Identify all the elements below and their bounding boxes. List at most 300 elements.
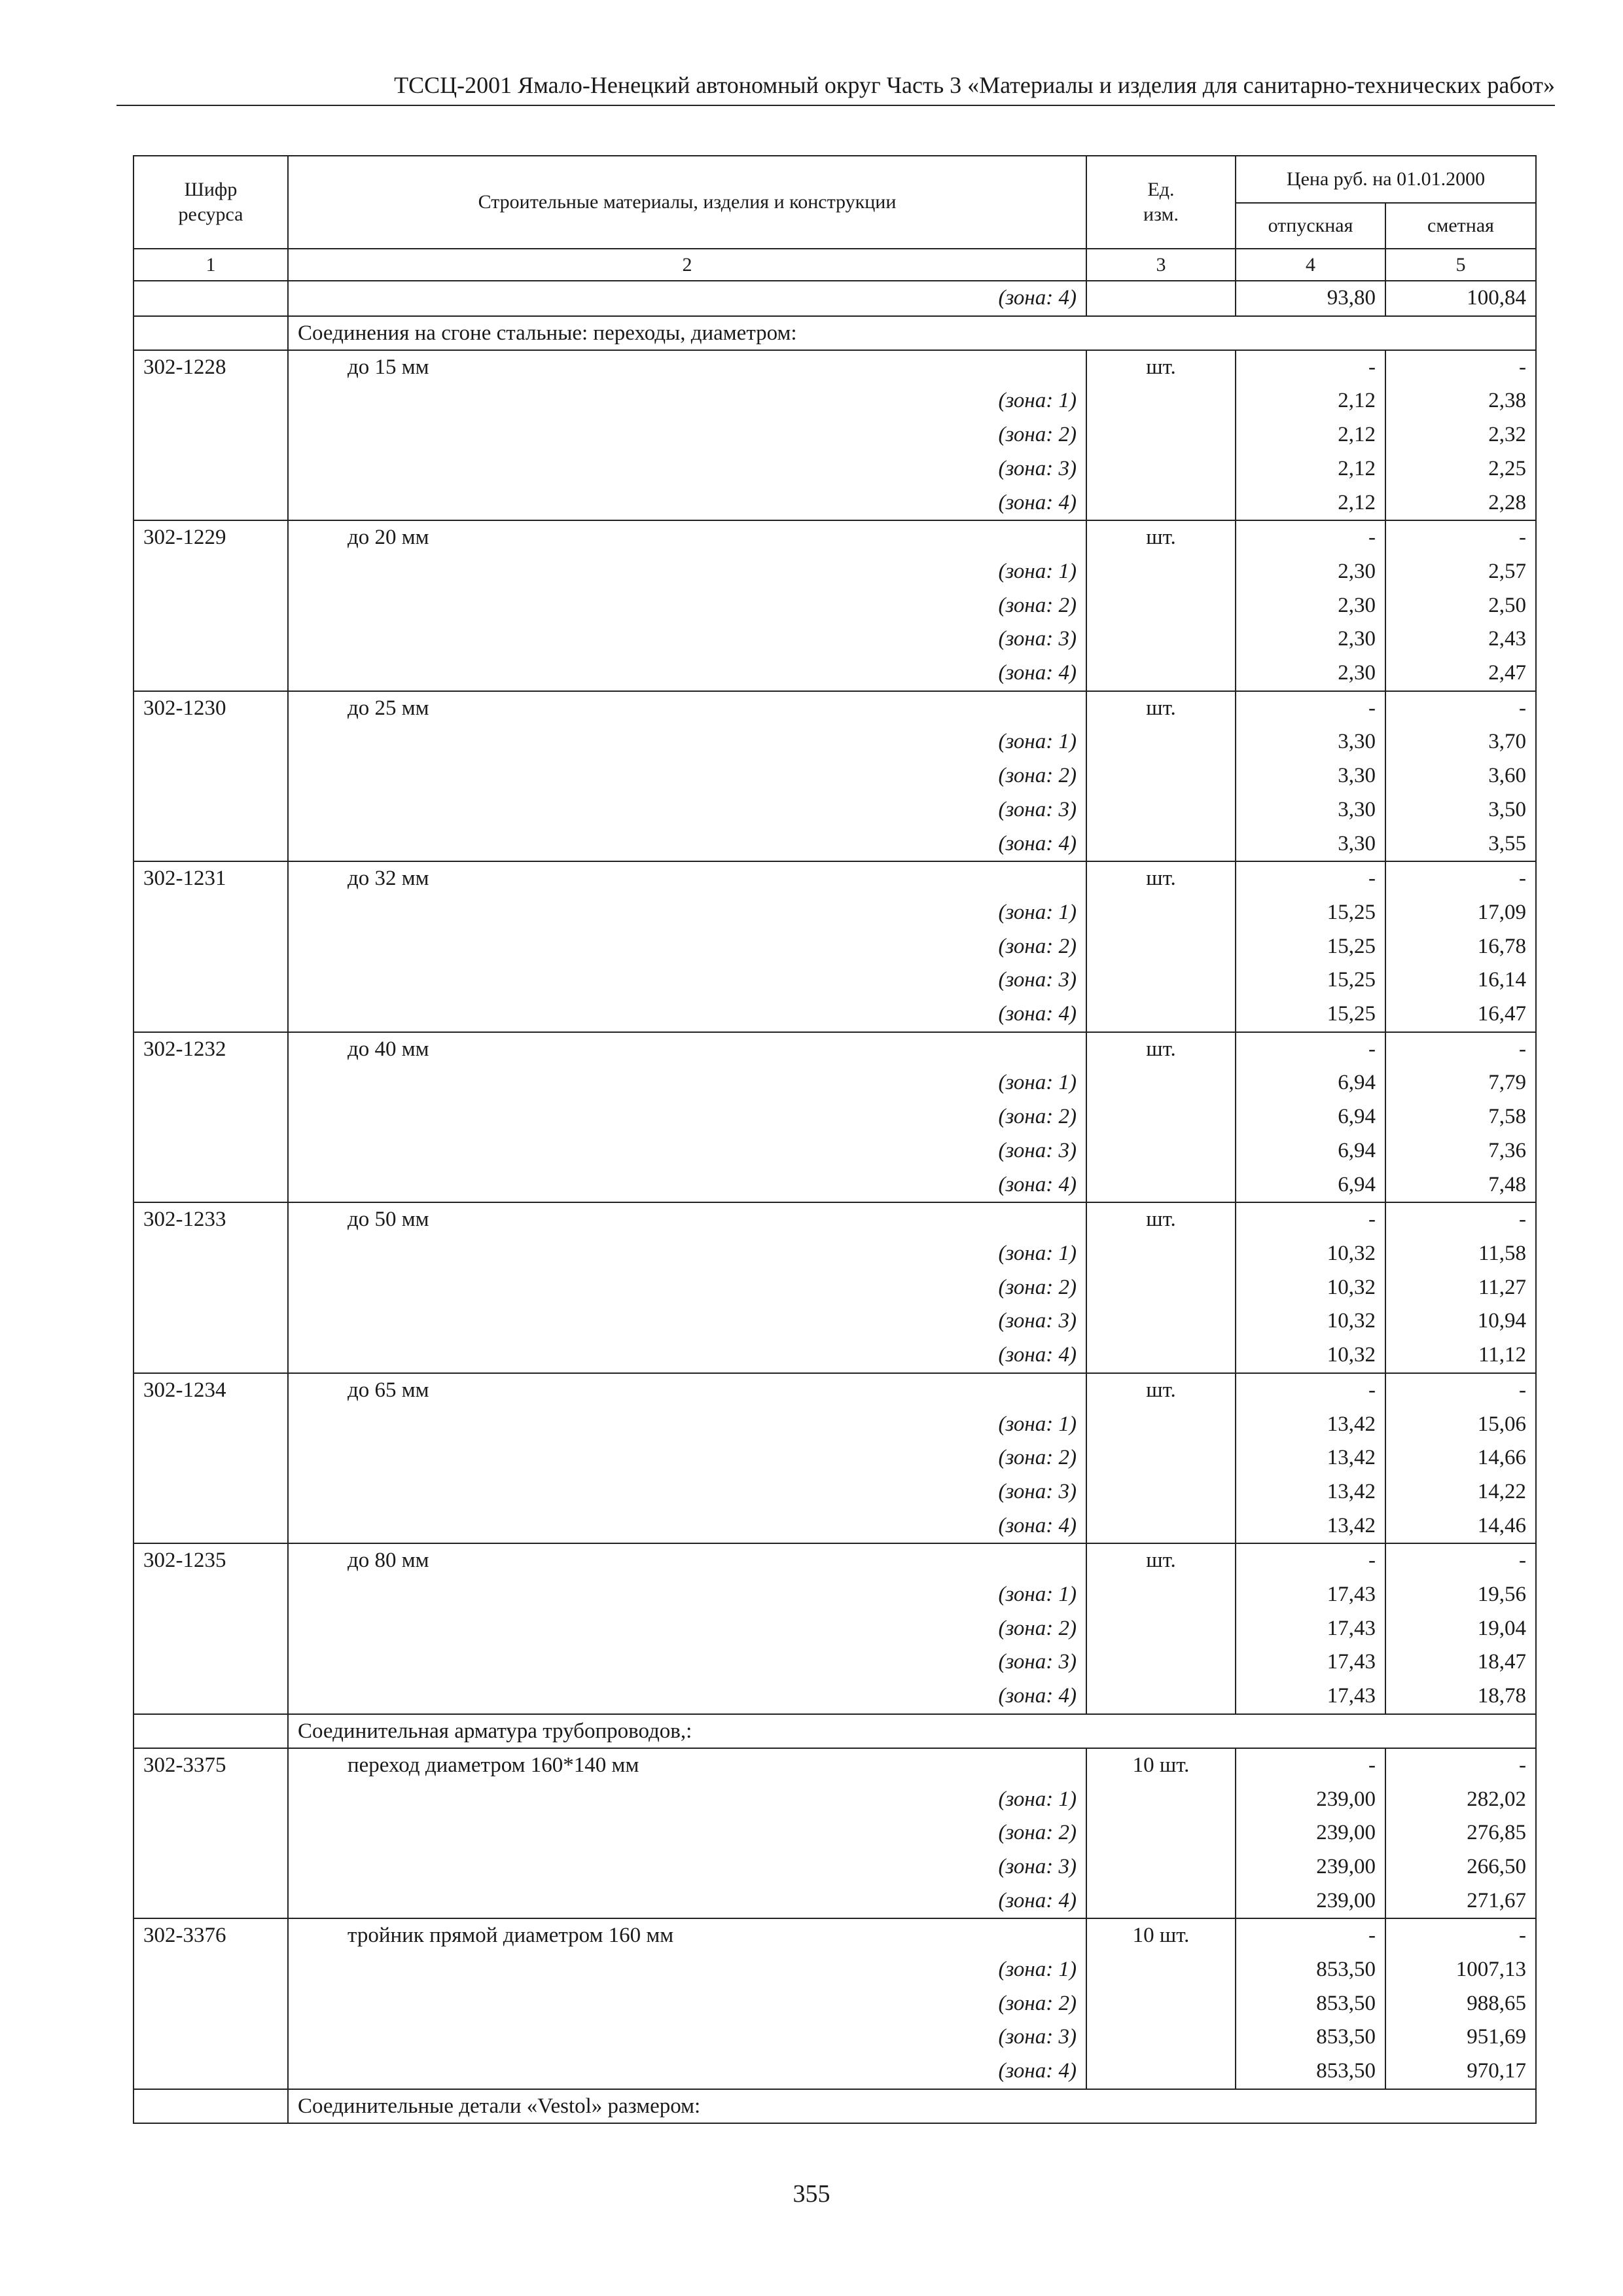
material-name-text: до 65 мм [348,1378,429,1402]
material-name [288,1918,1086,1953]
price-estimate: 14,46 [1385,1509,1536,1544]
price-estimate: 2,47 [1385,656,1536,691]
zone-label-cell [288,1850,1086,1884]
price-estimate: 14,22 [1385,1475,1536,1509]
resource-code [134,1612,288,1646]
unit [1086,793,1236,827]
resource-code [134,1134,288,1168]
zone-label: (зона: 3) [998,1854,1077,1878]
zone-label: (зона: 4) [998,661,1077,685]
price-release: 853,50 [1236,2020,1385,2054]
resource-code [134,1304,288,1338]
zone-row [134,1271,1536,1305]
resource-code [134,1987,288,2021]
unit [1086,418,1236,452]
material-name-text: до 15 мм [348,355,429,379]
resource-code [134,997,288,1032]
zone-label: (зона: 2) [998,423,1077,447]
unit [1086,1066,1236,1100]
price-estimate: - [1385,691,1536,726]
resource-code [134,589,288,623]
resource-code [134,1509,288,1544]
resource-code [134,1645,288,1679]
zone-label-cell [288,2054,1086,2089]
item-row [134,1032,1536,1067]
resource-code [134,896,288,930]
price-estimate: - [1385,861,1536,896]
col-header-unit: Ед. изм. [1086,156,1236,249]
zone-row [134,656,1536,691]
material-name-text: до 50 мм [348,1208,429,1232]
price-estimate: 15,06 [1385,1408,1536,1442]
price-estimate: 7,58 [1385,1100,1536,1134]
price-estimate: 7,79 [1385,1066,1536,1100]
price-release: 10,32 [1236,1237,1385,1271]
material-name-text: до 32 мм [348,867,429,891]
price-release: 13,42 [1236,1509,1385,1544]
unit [1086,486,1236,521]
resource-code: 302-1232 [134,1032,288,1067]
unit [1086,725,1236,759]
zone-label: (зона: 1) [998,900,1077,924]
zone-row [134,1645,1536,1679]
price-estimate: 18,47 [1385,1645,1536,1679]
zone-label-cell [288,622,1086,656]
price-estimate: 3,50 [1385,793,1536,827]
price-estimate: - [1385,1373,1536,1408]
price-release: 13,42 [1236,1441,1385,1475]
zone-row [134,1304,1536,1338]
unit [1086,997,1236,1032]
col-header-price-estimate: сметная [1385,203,1536,249]
material-name [288,350,1086,385]
zone-label: (зона: 3) [998,2025,1077,2049]
unit [1086,896,1236,930]
resource-code: 302-3376 [134,1918,288,1953]
resource-code [134,1850,288,1884]
zone-row [134,930,1536,964]
unit [1086,2054,1236,2089]
price-estimate: 100,84 [1385,281,1536,316]
price-release: 93,80 [1236,281,1385,316]
unit [1086,1987,1236,2021]
zone-label-cell [288,963,1086,997]
zone-row [134,2054,1536,2089]
unit [1086,1783,1236,1817]
material-name-text: переход диаметром 160*140 мм [348,1753,639,1777]
resource-code [134,418,288,452]
unit: шт. [1086,1202,1236,1237]
unit [1086,2020,1236,2054]
item-row [134,861,1536,896]
zone-label: (зона: 3) [998,1138,1077,1162]
resource-code [134,384,288,418]
section-code-cell [134,2089,288,2123]
material-name [288,1202,1086,1237]
unit [1086,1408,1236,1442]
zone-label: (зона: 4) [998,286,1077,310]
zone-label-cell [288,486,1086,521]
unit [1086,1953,1236,1987]
zone-label: (зона: 4) [998,490,1077,514]
unit [1086,1271,1236,1305]
zone-label-cell [288,2020,1086,2054]
resource-code [134,1066,288,1100]
price-release: 3,30 [1236,725,1385,759]
zone-label: (зона: 3) [998,968,1077,992]
price-estimate: - [1385,1202,1536,1237]
price-estimate: 970,17 [1385,2054,1536,2089]
price-estimate: 2,25 [1385,452,1536,486]
price-estimate: 19,56 [1385,1578,1536,1612]
unit [1086,1237,1236,1271]
price-release: 6,94 [1236,1100,1385,1134]
price-release: 239,00 [1236,1783,1385,1817]
zone-label-cell [288,725,1086,759]
zone-label: (зона: 4) [998,2059,1077,2083]
unit [1086,1645,1236,1679]
zone-label: (зона: 1) [998,559,1077,583]
price-release: - [1236,1373,1385,1408]
price-estimate: - [1385,350,1536,385]
zone-row [134,2020,1536,2054]
table-body [134,281,1536,2123]
resource-code [134,452,288,486]
price-release: - [1236,1748,1385,1783]
zone-row [134,1134,1536,1168]
section-row [134,316,1536,350]
zone-label-cell [288,1816,1086,1850]
resource-code [134,555,288,589]
zone-row [134,1612,1536,1646]
zone-label-cell [288,452,1086,486]
unit [1086,555,1236,589]
price-release: - [1236,520,1385,555]
price-estimate: 2,38 [1385,384,1536,418]
zone-row [134,793,1536,827]
price-release: 239,00 [1236,1884,1385,1919]
item-row [134,1202,1536,1237]
col-header-code: Шифр ресурса [134,156,288,249]
section-code-cell [134,316,288,350]
zone-row [134,827,1536,862]
unit [1086,963,1236,997]
unit: шт. [1086,861,1236,896]
zone-label: (зона: 2) [998,1821,1077,1845]
zone-label: (зона: 3) [998,627,1077,651]
column-number: 4 [1236,249,1385,281]
zone-row [134,281,1536,316]
unit: 10 шт. [1086,1918,1236,1953]
unit [1086,1850,1236,1884]
zone-label: (зона: 4) [998,1684,1077,1708]
zone-label: (зона: 3) [998,1479,1077,1503]
price-estimate: 19,04 [1385,1612,1536,1646]
zone-label: (зона: 2) [998,1991,1077,2015]
zone-label: (зона: 3) [998,1650,1077,1674]
price-estimate: 16,47 [1385,997,1536,1032]
zone-label-cell [288,1679,1086,1714]
zone-label: (зона: 4) [998,1343,1077,1367]
resource-code [134,656,288,691]
zone-label-cell [288,1953,1086,1987]
item-row [134,520,1536,555]
resource-code [134,486,288,521]
price-estimate: 276,85 [1385,1816,1536,1850]
zone-label-cell [288,1987,1086,2021]
zone-label-cell [288,555,1086,589]
material-name [288,1032,1086,1067]
zone-label-cell [288,896,1086,930]
zone-row [134,1953,1536,1987]
price-release: 13,42 [1236,1408,1385,1442]
zone-label-cell [288,1783,1086,1817]
price-release: 17,43 [1236,1645,1385,1679]
resource-code [134,1475,288,1509]
zone-label: (зона: 1) [998,389,1077,413]
unit: шт. [1086,1543,1236,1578]
zone-label-cell [288,656,1086,691]
unit [1086,1612,1236,1646]
unit [1086,827,1236,862]
resource-code: 302-1233 [134,1202,288,1237]
price-release: 3,30 [1236,827,1385,862]
resource-code [134,963,288,997]
resource-code [134,1816,288,1850]
resource-code: 302-1230 [134,691,288,726]
zone-label: (зона: 4) [998,1002,1077,1026]
price-release: 2,30 [1236,656,1385,691]
price-estimate: 17,09 [1385,896,1536,930]
zone-label: (зона: 2) [998,1275,1077,1299]
zone-label: (зона: 1) [998,1958,1077,1982]
material-name-text: до 25 мм [348,696,429,720]
item-row [134,1748,1536,1783]
zone-row [134,1850,1536,1884]
zone-label: (зона: 4) [998,1172,1077,1196]
price-release: 15,25 [1236,930,1385,964]
unit [1086,384,1236,418]
price-release: 2,12 [1236,486,1385,521]
unit [1086,656,1236,691]
zone-label-cell [288,1304,1086,1338]
resource-code [134,1271,288,1305]
zone-row [134,896,1536,930]
column-number: 1 [134,249,288,281]
zone-label-cell [288,1612,1086,1646]
unit [1086,1475,1236,1509]
price-release: 2,30 [1236,555,1385,589]
price-estimate: 11,27 [1385,1271,1536,1305]
price-estimate: 3,70 [1385,725,1536,759]
unit [1086,1509,1236,1544]
resource-code [134,1578,288,1612]
price-estimate: 2,57 [1385,555,1536,589]
price-release: 6,94 [1236,1168,1385,1203]
zone-label: (зона: 2) [998,1105,1077,1129]
unit: шт. [1086,520,1236,555]
price-release: 15,25 [1236,997,1385,1032]
resource-code: 302-1235 [134,1543,288,1578]
resource-code: 302-1228 [134,350,288,385]
zone-label-cell [288,793,1086,827]
unit [1086,1441,1236,1475]
resource-code: 302-3375 [134,1748,288,1783]
price-estimate: 7,48 [1385,1168,1536,1203]
material-name [288,861,1086,896]
unit [1086,1304,1236,1338]
col-header-name: Строительные материалы, изделия и конструкции [288,156,1086,249]
resource-code [134,1953,288,1987]
zone-label: (зона: 4) [998,831,1077,855]
resource-code [134,1408,288,1442]
resource-code [134,759,288,793]
zone-label-cell [288,1509,1086,1544]
zone-label: (зона: 1) [998,1071,1077,1095]
zone-row [134,1578,1536,1612]
zone-label: (зона: 3) [998,456,1077,480]
resource-code [134,1679,288,1714]
price-estimate: 10,94 [1385,1304,1536,1338]
zone-row [134,997,1536,1032]
price-estimate: 14,66 [1385,1441,1536,1475]
zone-label-cell [288,997,1086,1032]
zone-row [134,1168,1536,1203]
price-estimate: 951,69 [1385,2020,1536,2054]
zone-row [134,622,1536,656]
zone-label-cell [288,1066,1086,1100]
zone-row [134,1066,1536,1100]
item-row [134,691,1536,726]
col-header-price: Цена руб. на 01.01.2000 [1236,156,1536,203]
zone-label-cell [288,759,1086,793]
zone-label: (зона: 2) [998,934,1077,958]
price-release: 13,42 [1236,1475,1385,1509]
resource-code: 302-1231 [134,861,288,896]
zone-row [134,1509,1536,1544]
unit [1086,1100,1236,1134]
resource-code [134,1237,288,1271]
price-release: 6,94 [1236,1066,1385,1100]
resource-code [134,1884,288,1919]
header-rule [116,105,1555,106]
zone-label-cell [288,1338,1086,1373]
zone-row [134,1783,1536,1817]
unit: шт. [1086,1373,1236,1408]
unit [1086,281,1236,316]
zone-row [134,1100,1536,1134]
resource-code [134,827,288,862]
zone-label: (зона: 1) [998,1241,1077,1265]
zone-label-cell [288,1408,1086,1442]
price-estimate: 7,36 [1385,1134,1536,1168]
price-estimate: 18,78 [1385,1679,1536,1714]
zone-row [134,1475,1536,1509]
price-release: 2,12 [1236,452,1385,486]
item-row [134,1373,1536,1408]
zone-label-cell [288,589,1086,623]
zone-row [134,1338,1536,1373]
zone-label: (зона: 1) [998,1787,1077,1811]
unit [1086,1134,1236,1168]
unit [1086,759,1236,793]
item-row [134,1918,1536,1953]
zone-label: (зона: 2) [998,1446,1077,1470]
price-release: 239,00 [1236,1850,1385,1884]
zone-row [134,486,1536,521]
price-release: - [1236,350,1385,385]
price-release: 17,43 [1236,1578,1385,1612]
zone-label-cell [288,384,1086,418]
price-release: 2,12 [1236,384,1385,418]
price-estimate: 16,78 [1385,930,1536,964]
price-release: 853,50 [1236,1953,1385,1987]
zone-label-cell [288,1475,1086,1509]
section-code-cell [134,1714,288,1748]
resource-code [134,2054,288,2089]
resource-code [134,1168,288,1203]
zone-row [134,759,1536,793]
price-estimate: 282,02 [1385,1783,1536,1817]
zone-label: (зона: 4) [998,1513,1077,1537]
price-release: - [1236,1202,1385,1237]
material-name [288,691,1086,726]
resource-code [134,281,288,316]
price-release: 10,32 [1236,1338,1385,1373]
price-release: 3,30 [1236,759,1385,793]
zone-label-cell [288,281,1086,316]
resource-code [134,1100,288,1134]
unit [1086,1884,1236,1919]
price-estimate: 3,55 [1385,827,1536,862]
resource-code [134,1338,288,1373]
unit: 10 шт. [1086,1748,1236,1783]
zone-row [134,384,1536,418]
zone-label: (зона: 1) [998,1583,1077,1607]
price-estimate: 11,58 [1385,1237,1536,1271]
price-release: 853,50 [1236,1987,1385,2021]
zone-label: (зона: 2) [998,593,1077,617]
price-release: - [1236,1032,1385,1067]
price-release: 17,43 [1236,1679,1385,1714]
resource-code [134,725,288,759]
price-estimate: 266,50 [1385,1850,1536,1884]
price-release: 2,30 [1236,622,1385,656]
price-estimate: 2,28 [1385,486,1536,521]
price-release: - [1236,861,1385,896]
zone-label: (зона: 4) [998,1888,1077,1912]
zone-row [134,589,1536,623]
price-estimate: - [1385,520,1536,555]
resource-code [134,1441,288,1475]
item-row [134,350,1536,385]
unit [1086,622,1236,656]
col-header-price-release: отпускная [1236,203,1385,249]
zone-row [134,1816,1536,1850]
zone-label-cell [288,1237,1086,1271]
zone-label-cell [288,1884,1086,1919]
unit [1086,930,1236,964]
price-estimate: 16,14 [1385,963,1536,997]
zone-row [134,1884,1536,1919]
material-name [288,1543,1086,1578]
price-release: - [1236,1543,1385,1578]
material-name [288,1748,1086,1783]
zone-label-cell [288,1441,1086,1475]
column-numbers-row [134,249,1536,281]
zone-row [134,725,1536,759]
price-estimate: 271,67 [1385,1884,1536,1919]
